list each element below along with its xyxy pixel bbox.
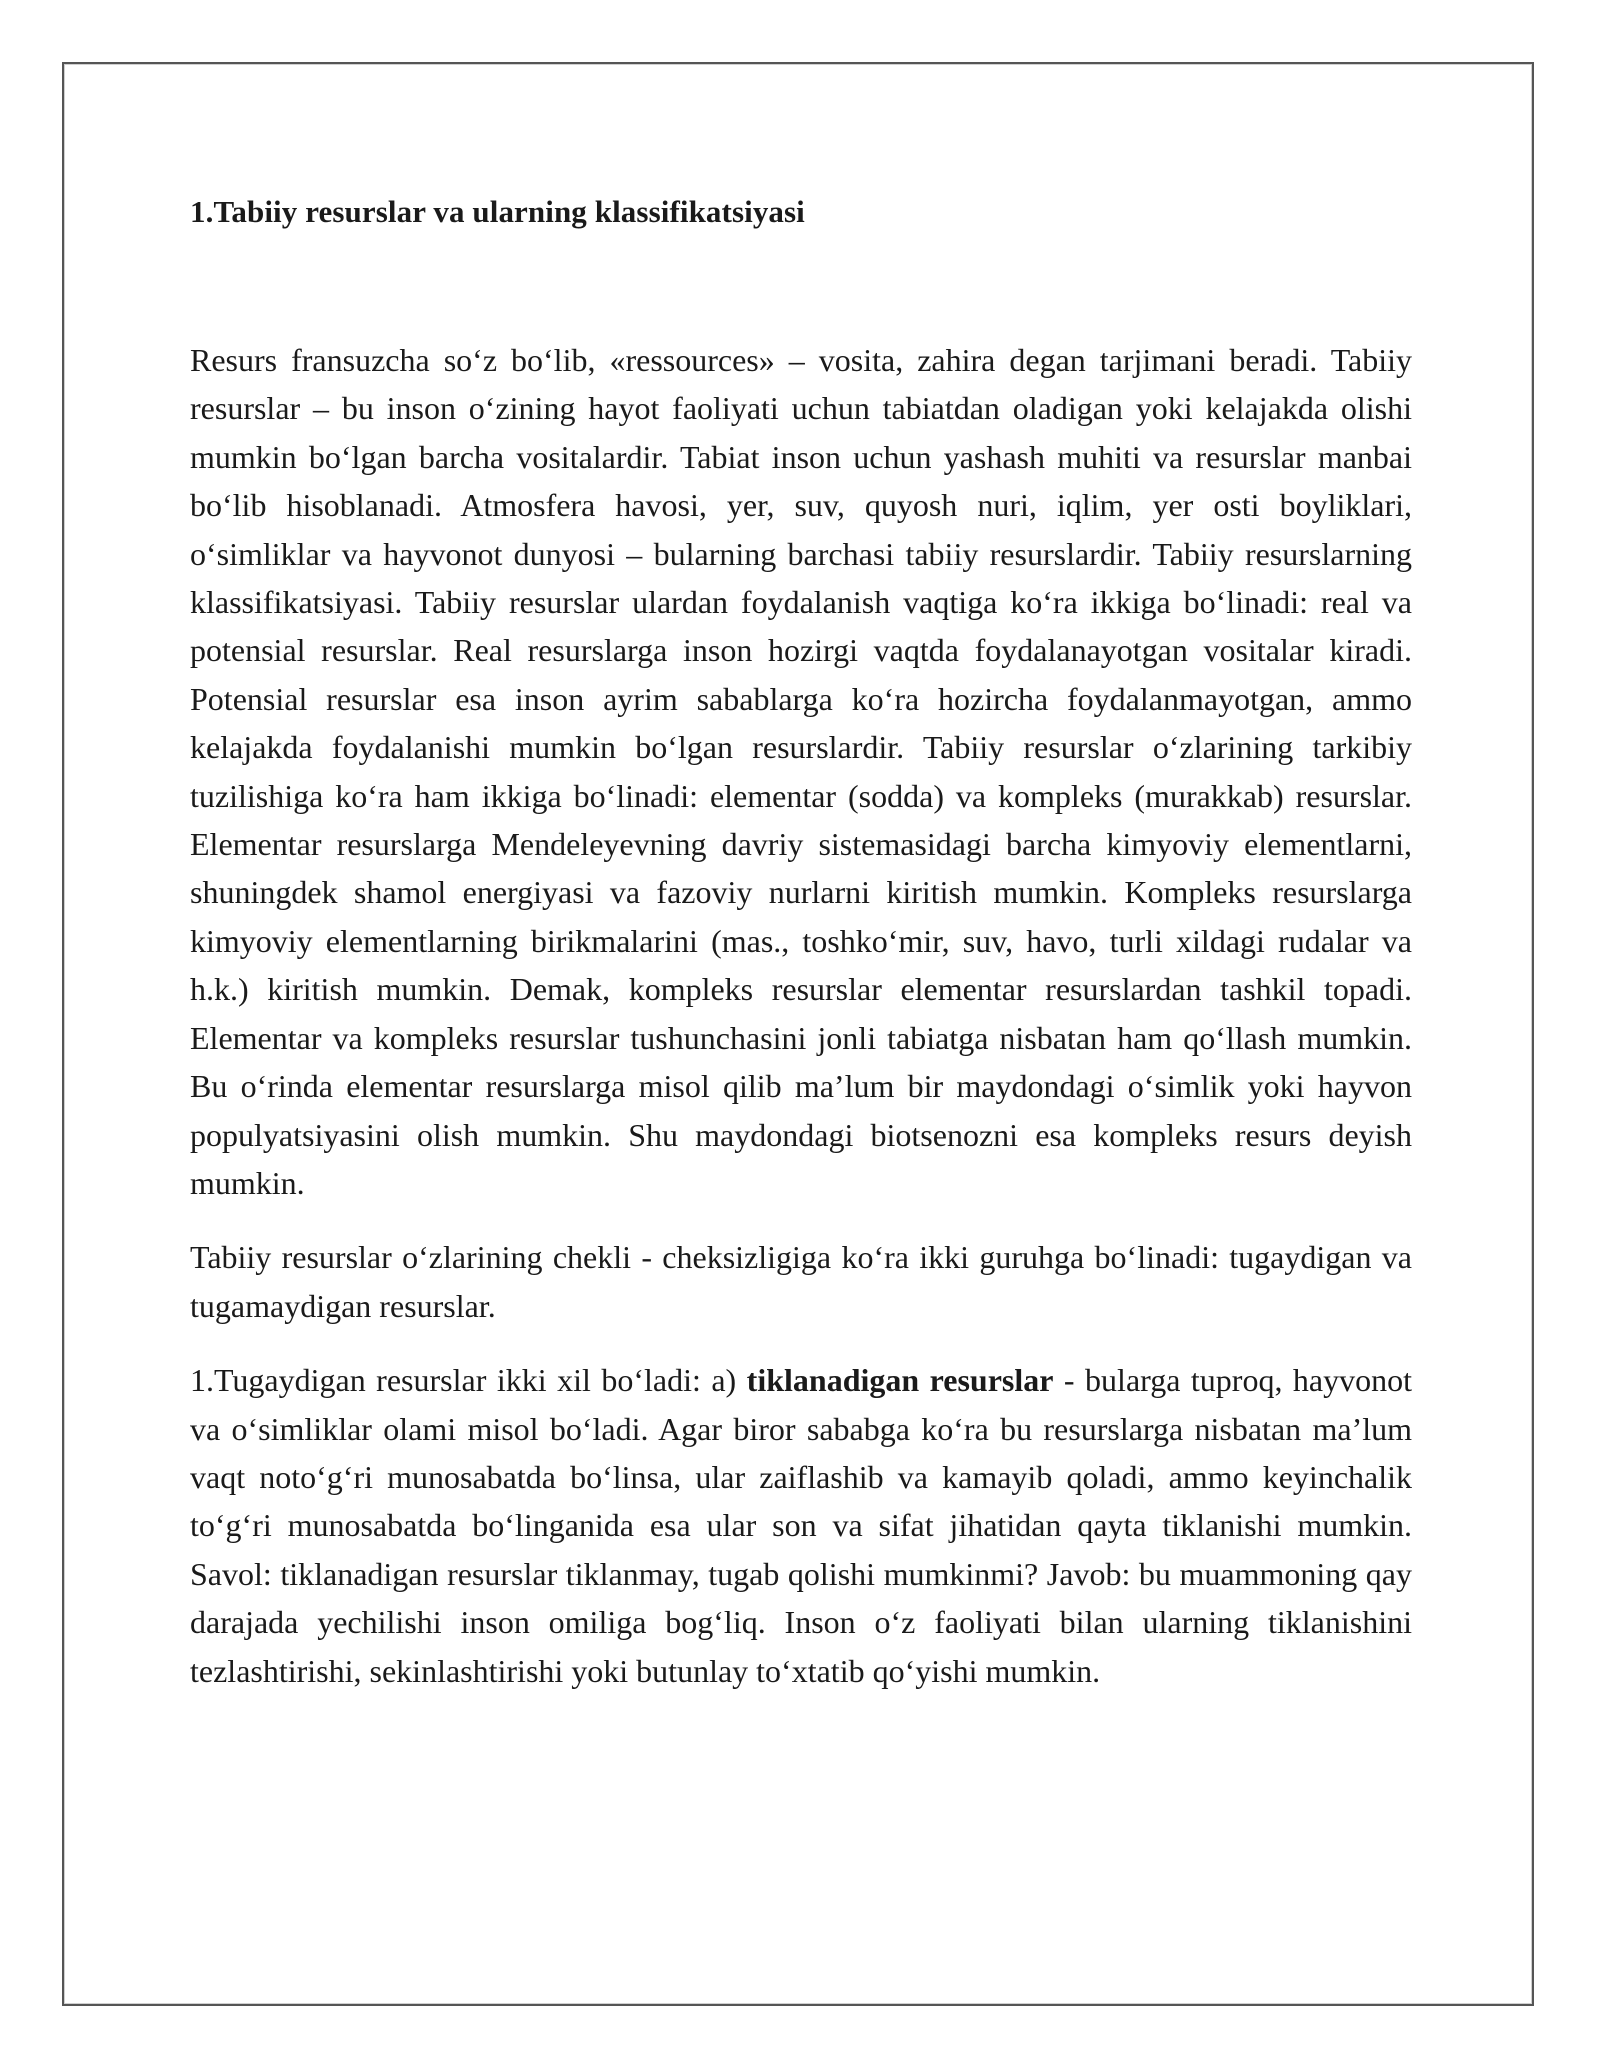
- paragraph3-lead: 1.Tugaydigan resurslar ikki xil bo‘ladi: a): [190, 1362, 747, 1399]
- paragraph3-rest: - bularga tuproq, hayvonot va o‘simliklar olami misol bo‘ladi. Agar biror sababga ko‘ra bu resurslarga nisbatan ma’lum vaqt noto‘g‘ri munosabatda bo‘linsa, ular zaiflashib va kamayib qoladi, ammo keyinchalik to‘g‘ri munosabatda bo‘linganida esa ular son va sifat jihatidan qayta tiklanishi mumkin. Savol: tiklanadigan resurslar tiklanmay, tugab qolishi mumkinmi? Javob: bu muammoning qay darajada yechilishi inson omiliga bog‘liq. Inson o‘z faoliyati bilan ularning tiklanishini tezlashtirishi, sekinlashtirishi yoki butunlay to‘xtatib qo‘yishi mumkin.: [190, 1362, 1413, 1689]
- renewable-resources-term: tiklanadigan resurslar: [746, 1362, 1054, 1399]
- paragraph-finite-infinite: Tabiiy resurslar o‘zlarining chekli - cheksizligiga ko‘ra ikki guruhga bo‘linadi: tugaydigan va tugamaydigan resurslar.: [190, 1239, 1412, 1324]
- document-heading: 1.Tabiiy resurslar va ularning klassifikatsiyasi: [190, 194, 805, 229]
- document-body: [190, 190, 1412, 1695]
- paragraph-resources-definition: Resurs fransuzcha so‘z bo‘lib, «ressources» – vosita, zahira degan tarjimani beradi. Tabiiy resurslar – bu inson o‘zining hayot faoliyati uchun tabiatdan oladigan yoki kelajakda olishi mumkin bo‘lgan barcha vositalardir. Tabiat inson uchun yashash muhiti va resurslar manbai bo‘lib hisoblanadi. Atmosfera havosi, yer, suv, quyosh nuri, iqlim, yer osti boyliklari, o‘simliklar va hayvonot dunyosi – bularning barchasi tabiiy resurslardir. Tabiiy resurslarning klassifikatsiyasi. Tabiiy resurslar ulardan foydalanish vaqtiga ko‘ra ikkiga bo‘linadi: real va potensial resurslar. Real resurslarga inson hozirgi vaqtda foydalanayotgan vositalar kiradi. Potensial resurslar esa inson ayrim sabablarga ko‘ra hozircha foydalanmayotgan, ammo kelajakda foydalanishi mumkin bo‘lgan resurslardir. Tabiiy resurslar o‘zlarining tarkibiy tuzilishiga ko‘ra ham ikkiga bo‘linadi: elementar (sodda) va kompleks (murakkab) resurslar. Elementar resurslarga Mendeleyevning davriy sistemasidagi barcha kimyoviy elementlarni, shuningdek shamol energiyasi va fazoviy nurlarni kiritish mumkin. Kompleks resurslarga kimyoviy elementlarning birikmalarini (mas., toshko‘mir, suv, havo, turli xildagi rudalar va h.k.) kiritish mumkin. Demak, kompleks resurslar elementar resurslardan tashkil topadi. Elementar va kompleks resurslar tushunchasini jonli tabiatga nisbatan ham qo‘llash mumkin. Bu o‘rinda elementar resurslarga misol qilib ma’lum bir maydondagi o‘simlik yoki hayvon populyatsiyasini olish mumkin. Shu maydondagi biotsenozni esa kompleks resurs deyish mumkin.: [190, 342, 1412, 1201]
- paragraph-renewable-resources: [190, 1356, 1412, 1695]
